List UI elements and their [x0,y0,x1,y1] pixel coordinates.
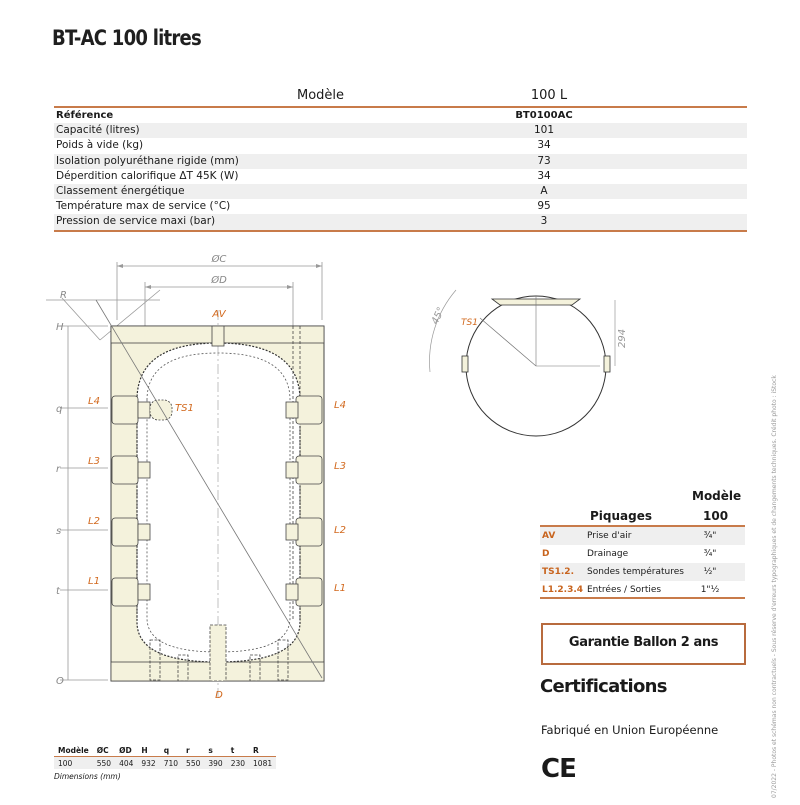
label-l3-left: L3 [88,456,100,467]
label-294: 294 [617,328,628,348]
spec-row-label: Isolation polyuréthane rigide (mm) [56,154,239,167]
dim-value-cell: 1081 [249,757,276,770]
page-title: BT-AC 100 litres [52,26,201,50]
top-view-ts1-line [480,318,536,366]
dim-value-cell: 550 [182,757,204,770]
angle-arc [430,290,456,372]
dim-header-cell: s [204,744,226,757]
dim-header-cell: t [227,744,249,757]
label-d: D [215,690,223,701]
av-nozzle [212,326,224,346]
piquages-desc: Entrées / Sorties [587,585,662,595]
spec-row-label: Déperdition calorifique ΔT 45K (W) [56,169,239,182]
piquages-table [540,485,745,600]
label-rr: r [56,464,61,475]
side-disclaimer: 07/2022 - Photos et schémas non contractuels - Sous réserve d'erreurs typographiques et de changements techniques. Crédit photo : iStock [771,375,778,798]
label-q: q [56,404,63,415]
inner-vessel [137,343,300,662]
ce-mark-logo: CE [541,754,576,784]
spec-row-label: Référence [56,110,114,121]
dimensions-note: Dimensions (mm) [54,772,121,781]
dim-header-cell: r [182,744,204,757]
dim-header-cell: H [137,744,159,757]
piquages-bottom-rule [540,597,745,599]
piquages-code: AV [542,531,556,541]
piquages-desc: Drainage [587,549,629,559]
spec-header-value: 100 L [530,88,568,103]
piquages-code: L1.2.3.4 [542,585,584,595]
piquages-code: TS1.2. [542,567,574,577]
piquages-value: ½" [703,567,717,577]
label-od: ØD [211,275,227,286]
spec-row-value: BT0100AC [515,110,573,121]
dim-value-cell: 932 [137,757,159,770]
label-angle: 45° [429,305,448,327]
dimensions-value-row [54,757,276,770]
label-oc: ØC [211,254,227,265]
piquages-code: D [542,549,550,559]
ts1-sensor [150,400,172,420]
label-h: H [56,322,64,333]
spec-row-value: 3 [540,215,548,228]
dim-value-cell: 230 [227,757,249,770]
piquages-modele-label: Modèle [692,489,742,503]
label-r: R [60,290,67,301]
dim-header-cell: R [249,744,276,757]
dim-header-cell: ØC [93,744,115,757]
dim-value-cell: 390 [204,757,226,770]
piquages-header-label: Piquages [590,509,653,523]
dim-value-cell: 710 [160,757,182,770]
label-av: AV [212,309,226,320]
top-view-left-lug [462,356,468,372]
label-top-ts1: TS1 [461,318,478,328]
dimensions-header-row [54,744,276,757]
spec-row-label: Température max de service (°C) [56,200,231,213]
piquages-row [540,527,745,545]
spec-row-value: 101 [533,124,555,137]
label-l1-left: L1 [88,576,100,587]
spec-row-value: A [540,184,548,197]
spec-row-value: 34 [537,169,551,182]
piquages-row [540,545,745,563]
label-l2-right: L2 [334,525,346,536]
label-o: O [56,676,64,687]
garantie-box: Garantie Ballon 2 ans [541,623,746,665]
label-l4-right: L4 [334,400,346,411]
piquages-value: ¾" [703,549,717,559]
dim-value-cell: 100 [54,757,93,770]
dim-header-cell: Modèle [54,744,93,757]
spec-header-label: Modèle [297,88,345,103]
piquages-header-value: 100 [703,509,729,523]
piquages-value: 1"½ [700,585,720,595]
label-l2-left: L2 [88,516,100,527]
spec-row-label: Capacité (litres) [56,124,140,137]
fabrique-text: Fabriqué en Union Européenne [541,723,719,737]
label-l3-right: L3 [334,461,346,472]
spec-row-value: 73 [537,154,551,167]
dim-header-cell: q [160,744,182,757]
dim-header-cell: ØD [115,744,137,757]
certifications-heading: Certifications [540,676,667,697]
spec-row-value: 34 [537,139,551,152]
top-view-right-lug [604,356,610,372]
dimensions-table [54,744,276,781]
label-l4-left: L4 [88,396,100,407]
spec-row-label: Classement énergétique [56,184,185,197]
piquages-desc: Prise d'air [587,531,632,541]
dim-value-cell: 404 [115,757,137,770]
label-ts1: TS1 [175,403,194,414]
label-l1-right: L1 [334,583,346,594]
dim-value-cell: 550 [93,757,115,770]
piquages-value: ¾" [703,531,717,541]
spec-row-value: 95 [537,200,551,213]
label-t: t [56,586,60,597]
d-nozzle [210,625,226,681]
label-s: s [56,526,62,537]
piquages-row [540,563,745,581]
spec-row-label: Pression de service maxi (bar) [56,215,216,228]
spec-row-label: Poids à vide (kg) [56,139,144,152]
piquages-desc: Sondes températures [587,567,684,577]
